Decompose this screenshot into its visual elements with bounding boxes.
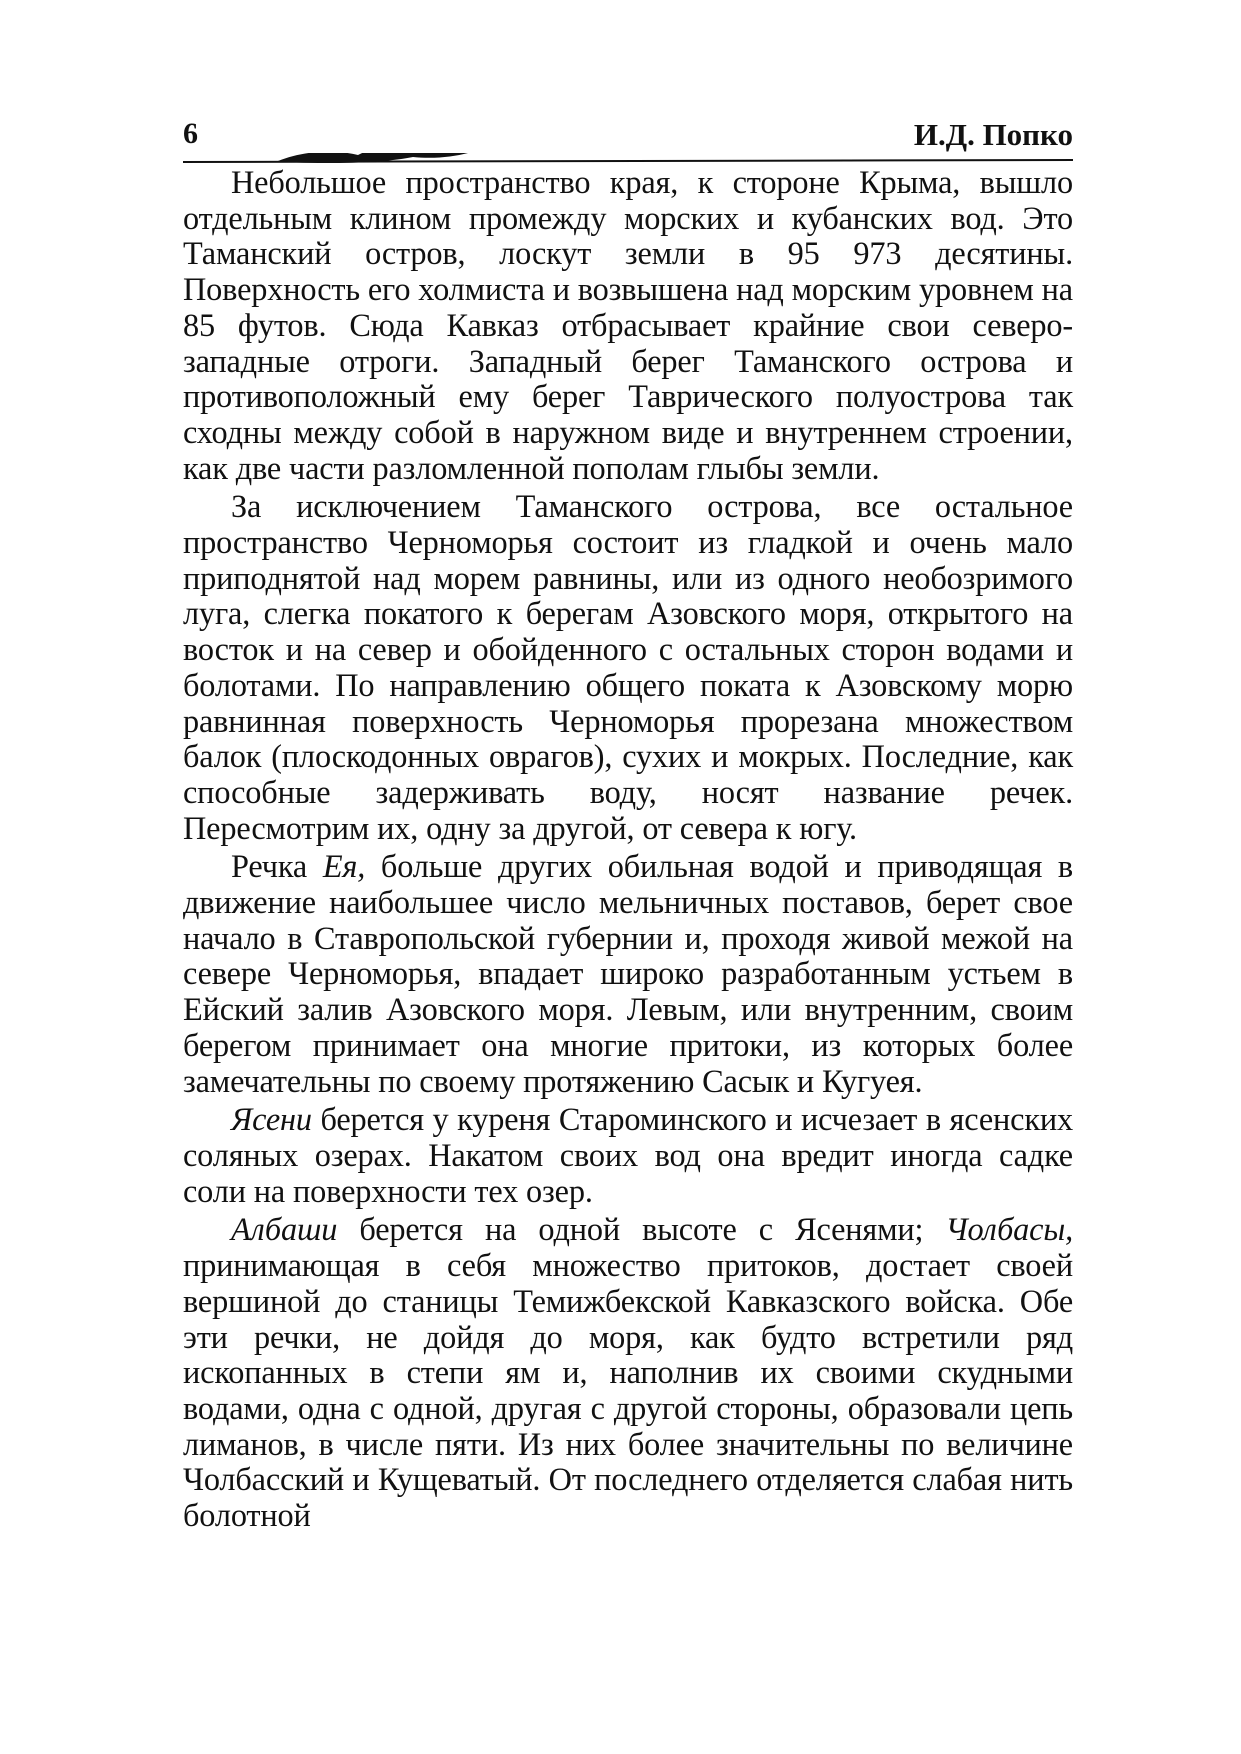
italic-term: Ея,	[322, 848, 366, 885]
page-number: 6	[183, 117, 198, 150]
paragraph-text: больше других обильная водой и приводящая в движение наибольшее число мельничных поставов, берет свое начало в Ставропольской губернии и, проходя живой межой на севере Черноморья, впадает широко разработанным устьем в Ейский залив Азовского моря. Левым, или внутренним, своим берегом принимает она многие притоки, из которых более замечательны по своему протяжению Сасык и Кугуея.	[183, 848, 1074, 1099]
running-header	[183, 105, 1073, 163]
paragraph	[183, 1212, 1073, 1533]
paragraph-text: берется на одной высоте с Ясенями;	[337, 1211, 946, 1248]
paragraph	[183, 849, 1073, 1099]
italic-term: Ясени	[231, 1101, 312, 1138]
paragraph	[183, 1102, 1073, 1209]
ornamental-rule	[183, 153, 1073, 167]
book-page	[183, 105, 1073, 1534]
paragraph-text: Небольшое пространство края, к стороне Крыма, вышло отдельным клином промежду морских и кубанских вод. Это Таманский остров, лоскут земли в 95 973 десятины. Поверхность его холмиста и возвышена над морским уровнем на 85 футов. Сюда Кавказ отбрасывает крайние свои северо-западные отроги. Западный берег Таманского острова и противоположный ему берег Таврического полуострова так сходны между собой в наружном виде и внутреннем строении, как две части разломленной пополам глыбы земли.	[183, 164, 1073, 486]
paragraph-text: За исключением Таманского острова, все остальное пространство Черноморья состоит из гладкой и очень мало приподнятой над морем равнины, или из одного необозримого луга, слегка покатого к берегам Азовского моря, открытого на восток и на север и обойденного с остальных сторон водами и болотами. По направлению общего поката к Азовскому морю равнинная поверхность Черноморья прорезана множеством балок (плоскодонных оврагов), сухих и мокрых. Последние, как способные задерживать воду, носят название речек. Пересмотрим их, одну за другой, от севера к югу.	[183, 488, 1073, 846]
italic-term: Чолбасы,	[945, 1211, 1073, 1248]
paragraph-text: Речка	[231, 848, 323, 885]
running-author: И.Д. Попко	[913, 117, 1073, 152]
italic-term: Албаши	[231, 1211, 338, 1248]
paragraph-text: принимающая в себя множество притоков, достает своей вершиной до станицы Темижбекской Кавказского войска. Обе эти речки, не дойдя до моря, как будто встретили ряд ископанных в степи ям и, наполнив их своими скудными водами, одна с одной, другая с другой стороны, образовали цепь лиманов, в числе пяти. Из них более значительны по величине Чолбасский и Кущеватый. От последнего отделяется слабая нить болотной	[183, 1247, 1073, 1534]
body-text	[183, 165, 1073, 1534]
paragraph	[183, 165, 1073, 486]
paragraph-text: берется у куреня Староминского и исчезает в ясенских соляных озерах. Накатом своих вод она вредит иногда садке соли на поверхности тех озер.	[183, 1101, 1073, 1209]
paragraph	[183, 489, 1073, 846]
